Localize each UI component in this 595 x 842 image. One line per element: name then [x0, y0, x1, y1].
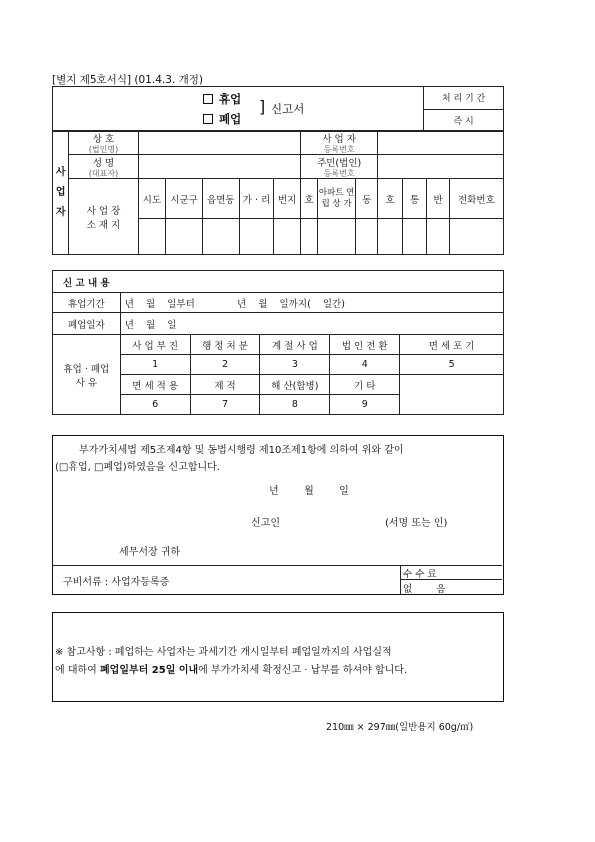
addr-field-phone[interactable] [449, 219, 503, 255]
suspend-period-label: 휴업기간 [53, 293, 121, 313]
addr-field-ho[interactable] [300, 219, 317, 255]
business-table [52, 130, 504, 255]
process-period-value: 즉 시 [424, 109, 504, 132]
signature-field[interactable]: (서명 또는 인) [385, 518, 448, 529]
addr-col-eupmyeondong: 읍면동 [202, 179, 239, 219]
addr-field-apt[interactable] [318, 219, 356, 255]
fee-label: 수 수 료 [403, 569, 437, 580]
reason-8: 해 산(합병) [260, 375, 330, 395]
reason-num-5[interactable]: 5 [400, 355, 504, 375]
reason-num-3[interactable]: 3 [260, 355, 330, 375]
declaration-date[interactable]: 년 월 일 [269, 486, 349, 497]
process-period-label: 처 리 기 간 [424, 87, 504, 110]
note-deadline: 폐업일부터 25일 이내 [100, 665, 199, 676]
reason-2: 행 정 처 분 [190, 335, 260, 355]
note-line1: ※ 참고사항 : 폐업하는 사업자는 과세기간 개시일부터 폐업일까지의 사업실적 [55, 647, 392, 658]
id-number-label: 주민(법인) 등록번호 [300, 155, 378, 179]
addr-col-ban: 반 [427, 179, 449, 219]
addr-col-ho2: 호 [378, 179, 402, 219]
title-suffix: 신고서 [271, 102, 305, 116]
addr-field-dong[interactable] [355, 219, 377, 255]
addr-field-ban[interactable] [427, 219, 449, 255]
form-header: [별지 제5호서식] (01.4.3. 개정) [52, 74, 203, 86]
addr-field-gari[interactable] [239, 219, 274, 255]
addr-field-tong[interactable] [402, 219, 426, 255]
declaration-box [52, 435, 504, 595]
addr-col-ho: 호 [300, 179, 317, 219]
declaration-line2: (□휴업, □폐업)하였음을 신고합니다. [55, 462, 220, 473]
addr-field-beonji[interactable] [274, 219, 301, 255]
checkbox-suspend[interactable] [203, 94, 213, 104]
title-table [52, 86, 504, 132]
reason-num-4[interactable]: 4 [330, 355, 400, 375]
report-table [52, 270, 504, 415]
declaration-line1: 부가가치세법 제5조제4항 및 동법시행령 제10조제1항에 의하여 위와 같이 [79, 445, 404, 456]
note-line2: 에 대하여 폐업일부터 25일 이내에 부가가치세 확정신고 · 납부를 하셔야 합니다. [55, 665, 408, 676]
representative-field[interactable] [138, 155, 300, 179]
note-box [52, 612, 504, 702]
addr-field-sigungu[interactable] [166, 219, 203, 255]
business-side-label: 사 업 자 [53, 131, 69, 255]
reason-7: 제 적 [190, 375, 260, 395]
title-suspend: 휴업 [219, 92, 242, 106]
reason-3: 계 절 사 업 [260, 335, 330, 355]
checkbox-close[interactable] [203, 114, 213, 124]
biz-regno-field[interactable] [378, 131, 504, 155]
reason-1: 사 업 부 진 [120, 335, 190, 355]
addr-col-sido: 시도 [138, 179, 166, 219]
close-date-value[interactable]: 년 월 일 [120, 313, 503, 335]
reason-num-7[interactable]: 7 [190, 395, 260, 415]
addr-col-sigungu: 시군구 [166, 179, 203, 219]
title-cell: 휴업 폐업 ] 신고서 [53, 87, 424, 132]
suspend-period-value[interactable]: 년 월 일부터 년 월 일까지( 일간) [120, 293, 503, 313]
addr-field-sido[interactable] [138, 219, 166, 255]
reason-num-6[interactable]: 6 [120, 395, 190, 415]
addr-col-gari: 가 · 리 [239, 179, 274, 219]
reason-9: 기 타 [330, 375, 400, 395]
addr-col-dong: 동 [355, 179, 377, 219]
addr-field-ho2[interactable] [378, 219, 402, 255]
paper-size-footer: 210㎜ × 297㎜(일반용지 60g/㎡) [326, 722, 474, 733]
reason-num-1[interactable]: 1 [120, 355, 190, 375]
title-close: 폐업 [219, 112, 242, 126]
attachments: 구비서류 : 사업자등록증 [63, 577, 170, 588]
addressee: 세무서장 귀하 [119, 547, 181, 558]
reason-num-9[interactable]: 9 [330, 395, 400, 415]
reporter-label: 신고인 [251, 518, 280, 529]
addr-col-beonji: 번지 [274, 179, 301, 219]
trade-name-label: 상 호 (법인명) [69, 131, 138, 155]
report-section-title: 신 고 내 용 [53, 271, 504, 293]
close-date-label: 폐업일자 [53, 313, 121, 335]
addr-col-phone: 전화번호 [449, 179, 503, 219]
reason-num-2[interactable]: 2 [190, 355, 260, 375]
reason-num-8[interactable]: 8 [260, 395, 330, 415]
id-number-field[interactable] [378, 155, 504, 179]
fee-value: 없 음 [403, 584, 446, 595]
addr-field-eupmyeondong[interactable] [202, 219, 239, 255]
addr-col-apt: 아파트 연 립 상 가 [318, 179, 356, 219]
addr-col-tong: 통 [402, 179, 426, 219]
trade-name-field[interactable] [138, 131, 300, 155]
address-label: 사 업 장 소 재 지 [69, 179, 138, 255]
reason-label: 휴업 · 폐업 사 유 [53, 335, 121, 415]
representative-label: 성 명 (대표자) [69, 155, 138, 179]
biz-regno-label: 사 업 자 등록번호 [300, 131, 378, 155]
reason-empty [400, 375, 504, 415]
reason-4: 법 인 전 환 [330, 335, 400, 355]
reason-5: 면 세 포 기 [400, 335, 504, 355]
reason-6: 면 세 적 용 [120, 375, 190, 395]
